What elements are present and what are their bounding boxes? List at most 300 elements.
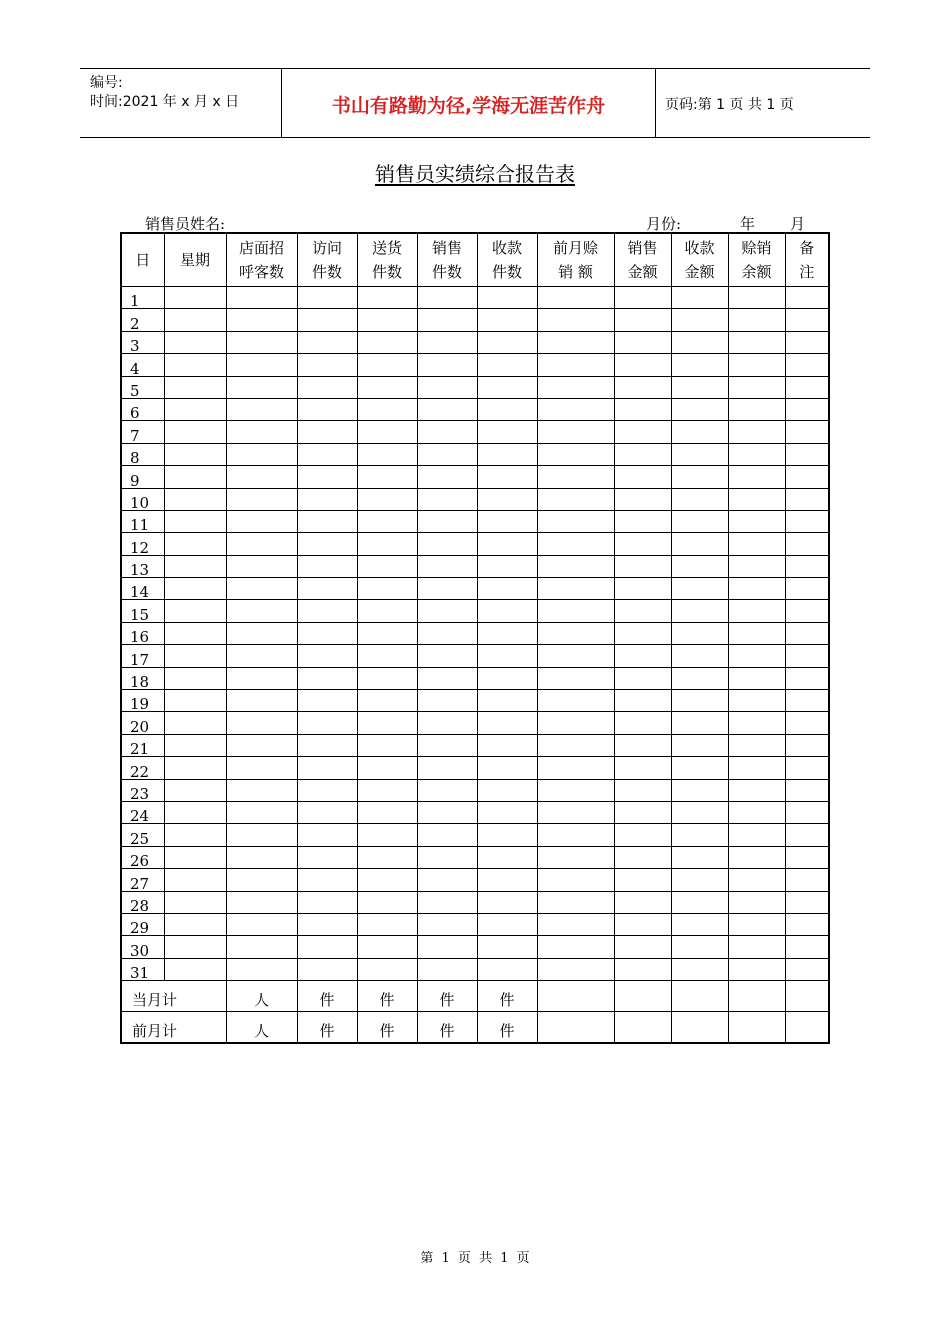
entry-cell[interactable] [671,690,728,712]
entry-cell[interactable] [477,690,537,712]
entry-cell[interactable] [297,533,357,555]
entry-cell[interactable] [785,331,829,353]
entry-cell[interactable] [671,846,728,868]
entry-cell[interactable] [417,354,477,376]
entry-cell[interactable] [614,287,671,309]
entry-cell[interactable] [537,488,614,510]
entry-cell[interactable] [297,443,357,465]
entry-cell[interactable] [226,667,297,689]
entry-cell[interactable] [357,913,417,935]
entry-cell[interactable] [417,667,477,689]
entry-cell[interactable] [785,958,829,980]
entry-cell[interactable] [297,331,357,353]
entry-cell[interactable] [164,510,226,532]
entry-cell[interactable] [164,801,226,823]
entry-cell[interactable] [164,354,226,376]
entry-cell[interactable] [477,734,537,756]
entry-cell[interactable] [785,578,829,600]
entry-cell[interactable] [728,981,785,1012]
entry-cell[interactable] [357,779,417,801]
entry-cell[interactable] [357,510,417,532]
entry-cell[interactable] [357,690,417,712]
entry-cell[interactable] [614,891,671,913]
entry-cell[interactable] [477,667,537,689]
entry-cell[interactable] [477,376,537,398]
entry-cell[interactable] [164,757,226,779]
entry-cell[interactable] [477,757,537,779]
entry-cell[interactable] [226,398,297,420]
entry-cell[interactable] [671,801,728,823]
entry-cell[interactable] [164,734,226,756]
entry-cell[interactable] [226,533,297,555]
entry-cell[interactable] [164,533,226,555]
entry-cell[interactable] [477,846,537,868]
entry-cell[interactable] [671,667,728,689]
entry-cell[interactable] [297,757,357,779]
entry-cell[interactable] [785,600,829,622]
entry-cell[interactable] [226,757,297,779]
entry-cell[interactable] [671,309,728,331]
entry-cell[interactable] [477,488,537,510]
summary-unit-cell[interactable]: 件 [297,1012,357,1044]
entry-cell[interactable] [417,869,477,891]
entry-cell[interactable] [357,645,417,667]
entry-cell[interactable] [614,779,671,801]
entry-cell[interactable] [671,443,728,465]
entry-cell[interactable] [357,824,417,846]
summary-unit-cell[interactable]: 件 [477,1012,537,1044]
entry-cell[interactable] [297,622,357,644]
entry-cell[interactable] [164,645,226,667]
entry-cell[interactable] [297,645,357,667]
entry-cell[interactable] [785,354,829,376]
entry-cell[interactable] [785,690,829,712]
summary-unit-cell[interactable]: 件 [357,981,417,1012]
entry-cell[interactable] [614,981,671,1012]
entry-cell[interactable] [537,443,614,465]
entry-cell[interactable] [417,645,477,667]
entry-cell[interactable] [477,287,537,309]
entry-cell[interactable] [728,846,785,868]
entry-cell[interactable] [537,398,614,420]
entry-cell[interactable] [614,913,671,935]
entry-cell[interactable] [297,846,357,868]
entry-cell[interactable] [297,287,357,309]
entry-cell[interactable] [417,958,477,980]
entry-cell[interactable] [537,891,614,913]
entry-cell[interactable] [297,376,357,398]
entry-cell[interactable] [728,622,785,644]
entry-cell[interactable] [728,287,785,309]
entry-cell[interactable] [297,309,357,331]
entry-cell[interactable] [785,443,829,465]
entry-cell[interactable] [226,578,297,600]
entry-cell[interactable] [537,690,614,712]
entry-cell[interactable] [226,421,297,443]
entry-cell[interactable] [785,779,829,801]
entry-cell[interactable] [614,846,671,868]
entry-cell[interactable] [728,600,785,622]
entry-cell[interactable] [226,331,297,353]
entry-cell[interactable] [477,555,537,577]
entry-cell[interactable] [417,287,477,309]
entry-cell[interactable] [728,779,785,801]
entry-cell[interactable] [671,958,728,980]
entry-cell[interactable] [226,466,297,488]
entry-cell[interactable] [417,600,477,622]
entry-cell[interactable] [297,801,357,823]
entry-cell[interactable] [297,421,357,443]
entry-cell[interactable] [357,891,417,913]
entry-cell[interactable] [164,488,226,510]
entry-cell[interactable] [417,466,477,488]
entry-cell[interactable] [537,958,614,980]
entry-cell[interactable] [164,376,226,398]
entry-cell[interactable] [417,734,477,756]
entry-cell[interactable] [164,555,226,577]
entry-cell[interactable] [357,488,417,510]
entry-cell[interactable] [614,600,671,622]
entry-cell[interactable] [537,734,614,756]
entry-cell[interactable] [614,331,671,353]
entry-cell[interactable] [357,555,417,577]
entry-cell[interactable] [164,936,226,958]
entry-cell[interactable] [477,913,537,935]
entry-cell[interactable] [728,578,785,600]
entry-cell[interactable] [671,331,728,353]
entry-cell[interactable] [785,1012,829,1044]
entry-cell[interactable] [226,555,297,577]
entry-cell[interactable] [297,398,357,420]
entry-cell[interactable] [297,913,357,935]
entry-cell[interactable] [537,287,614,309]
entry-cell[interactable] [477,622,537,644]
entry-cell[interactable] [477,466,537,488]
entry-cell[interactable] [614,555,671,577]
entry-cell[interactable] [614,622,671,644]
entry-cell[interactable] [226,645,297,667]
entry-cell[interactable] [614,757,671,779]
entry-cell[interactable] [164,578,226,600]
entry-cell[interactable] [164,331,226,353]
entry-cell[interactable] [164,779,226,801]
summary-unit-cell[interactable]: 件 [297,981,357,1012]
entry-cell[interactable] [671,622,728,644]
entry-cell[interactable] [537,376,614,398]
entry-cell[interactable] [164,690,226,712]
entry-cell[interactable] [671,936,728,958]
entry-cell[interactable] [728,712,785,734]
entry-cell[interactable] [728,801,785,823]
entry-cell[interactable] [671,533,728,555]
entry-cell[interactable] [785,712,829,734]
entry-cell[interactable] [537,622,614,644]
entry-cell[interactable] [728,376,785,398]
entry-cell[interactable] [785,869,829,891]
entry-cell[interactable] [537,824,614,846]
entry-cell[interactable] [728,510,785,532]
entry-cell[interactable] [477,958,537,980]
entry-cell[interactable] [785,667,829,689]
entry-cell[interactable] [477,510,537,532]
summary-unit-cell[interactable]: 件 [417,981,477,1012]
entry-cell[interactable] [537,1012,614,1044]
entry-cell[interactable] [226,913,297,935]
entry-cell[interactable] [226,376,297,398]
entry-cell[interactable] [537,309,614,331]
entry-cell[interactable] [477,421,537,443]
entry-cell[interactable] [164,287,226,309]
entry-cell[interactable] [785,891,829,913]
entry-cell[interactable] [785,398,829,420]
entry-cell[interactable] [728,913,785,935]
entry-cell[interactable] [357,466,417,488]
entry-cell[interactable] [785,287,829,309]
entry-cell[interactable] [357,309,417,331]
entry-cell[interactable] [226,622,297,644]
entry-cell[interactable] [417,510,477,532]
entry-cell[interactable] [357,376,417,398]
entry-cell[interactable] [164,712,226,734]
entry-cell[interactable] [537,846,614,868]
entry-cell[interactable] [671,757,728,779]
entry-cell[interactable] [614,824,671,846]
entry-cell[interactable] [671,981,728,1012]
entry-cell[interactable] [357,846,417,868]
entry-cell[interactable] [671,734,728,756]
entry-cell[interactable] [357,958,417,980]
entry-cell[interactable] [728,734,785,756]
entry-cell[interactable] [614,667,671,689]
summary-unit-cell[interactable]: 件 [417,1012,477,1044]
entry-cell[interactable] [417,801,477,823]
entry-cell[interactable] [537,869,614,891]
entry-cell[interactable] [417,488,477,510]
entry-cell[interactable] [614,466,671,488]
entry-cell[interactable] [164,958,226,980]
entry-cell[interactable] [614,801,671,823]
entry-cell[interactable] [614,510,671,532]
entry-cell[interactable] [417,555,477,577]
entry-cell[interactable] [357,398,417,420]
entry-cell[interactable] [297,891,357,913]
entry-cell[interactable] [537,779,614,801]
entry-cell[interactable] [671,824,728,846]
entry-cell[interactable] [614,869,671,891]
entry-cell[interactable] [785,757,829,779]
entry-cell[interactable] [417,533,477,555]
entry-cell[interactable] [417,622,477,644]
entry-cell[interactable] [477,801,537,823]
entry-cell[interactable] [671,555,728,577]
entry-cell[interactable] [785,376,829,398]
entry-cell[interactable] [728,488,785,510]
entry-cell[interactable] [417,690,477,712]
entry-cell[interactable] [537,331,614,353]
entry-cell[interactable] [537,981,614,1012]
entry-cell[interactable] [226,354,297,376]
summary-unit-cell[interactable]: 人 [226,981,297,1012]
entry-cell[interactable] [226,488,297,510]
entry-cell[interactable] [477,309,537,331]
entry-cell[interactable] [357,936,417,958]
entry-cell[interactable] [728,824,785,846]
entry-cell[interactable] [417,376,477,398]
entry-cell[interactable] [728,869,785,891]
entry-cell[interactable] [297,824,357,846]
entry-cell[interactable] [537,354,614,376]
entry-cell[interactable] [671,779,728,801]
entry-cell[interactable] [477,712,537,734]
entry-cell[interactable] [357,533,417,555]
entry-cell[interactable] [728,354,785,376]
entry-cell[interactable] [614,645,671,667]
entry-cell[interactable] [728,421,785,443]
entry-cell[interactable] [477,443,537,465]
entry-cell[interactable] [537,555,614,577]
entry-cell[interactable] [671,287,728,309]
entry-cell[interactable] [357,734,417,756]
entry-cell[interactable] [614,421,671,443]
entry-cell[interactable] [728,667,785,689]
entry-cell[interactable] [537,533,614,555]
entry-cell[interactable] [477,779,537,801]
entry-cell[interactable] [671,578,728,600]
entry-cell[interactable] [477,645,537,667]
entry-cell[interactable] [728,533,785,555]
entry-cell[interactable] [297,600,357,622]
entry-cell[interactable] [297,667,357,689]
entry-cell[interactable] [226,600,297,622]
entry-cell[interactable] [226,712,297,734]
entry-cell[interactable] [226,869,297,891]
entry-cell[interactable] [164,891,226,913]
entry-cell[interactable] [785,533,829,555]
entry-cell[interactable] [164,398,226,420]
entry-cell[interactable] [297,555,357,577]
entry-cell[interactable] [357,600,417,622]
entry-cell[interactable] [728,398,785,420]
entry-cell[interactable] [164,913,226,935]
entry-cell[interactable] [417,712,477,734]
entry-cell[interactable] [614,398,671,420]
entry-cell[interactable] [614,734,671,756]
entry-cell[interactable] [226,734,297,756]
entry-cell[interactable] [357,354,417,376]
entry-cell[interactable] [728,1012,785,1044]
entry-cell[interactable] [728,331,785,353]
entry-cell[interactable] [785,936,829,958]
entry-cell[interactable] [417,443,477,465]
entry-cell[interactable] [671,1012,728,1044]
entry-cell[interactable] [417,398,477,420]
entry-cell[interactable] [785,421,829,443]
entry-cell[interactable] [417,757,477,779]
entry-cell[interactable] [357,578,417,600]
entry-cell[interactable] [671,510,728,532]
entry-cell[interactable] [785,801,829,823]
entry-cell[interactable] [226,958,297,980]
entry-cell[interactable] [537,600,614,622]
entry-cell[interactable] [297,690,357,712]
entry-cell[interactable] [785,645,829,667]
summary-unit-cell[interactable]: 人 [226,1012,297,1044]
entry-cell[interactable] [785,510,829,532]
entry-cell[interactable] [297,510,357,532]
entry-cell[interactable] [226,801,297,823]
entry-cell[interactable] [671,376,728,398]
entry-cell[interactable] [417,331,477,353]
entry-cell[interactable] [417,578,477,600]
entry-cell[interactable] [537,421,614,443]
entry-cell[interactable] [728,443,785,465]
entry-cell[interactable] [164,309,226,331]
entry-cell[interactable] [226,824,297,846]
entry-cell[interactable] [785,913,829,935]
entry-cell[interactable] [671,913,728,935]
entry-cell[interactable] [417,891,477,913]
entry-cell[interactable] [728,555,785,577]
entry-cell[interactable] [357,667,417,689]
entry-cell[interactable] [785,488,829,510]
entry-cell[interactable] [537,936,614,958]
entry-cell[interactable] [477,824,537,846]
entry-cell[interactable] [728,757,785,779]
entry-cell[interactable] [671,488,728,510]
entry-cell[interactable] [671,398,728,420]
entry-cell[interactable] [477,578,537,600]
entry-cell[interactable] [226,690,297,712]
entry-cell[interactable] [297,354,357,376]
entry-cell[interactable] [357,443,417,465]
entry-cell[interactable] [297,488,357,510]
entry-cell[interactable] [537,578,614,600]
entry-cell[interactable] [164,667,226,689]
entry-cell[interactable] [417,846,477,868]
entry-cell[interactable] [164,824,226,846]
entry-cell[interactable] [226,443,297,465]
entry-cell[interactable] [671,466,728,488]
entry-cell[interactable] [614,958,671,980]
entry-cell[interactable] [226,891,297,913]
entry-cell[interactable] [614,712,671,734]
summary-unit-cell[interactable]: 件 [477,981,537,1012]
entry-cell[interactable] [785,734,829,756]
entry-cell[interactable] [297,712,357,734]
entry-cell[interactable] [357,712,417,734]
entry-cell[interactable] [417,936,477,958]
entry-cell[interactable] [728,690,785,712]
entry-cell[interactable] [226,936,297,958]
entry-cell[interactable] [357,869,417,891]
entry-cell[interactable] [671,891,728,913]
entry-cell[interactable] [477,891,537,913]
entry-cell[interactable] [357,757,417,779]
entry-cell[interactable] [614,488,671,510]
entry-cell[interactable] [357,622,417,644]
entry-cell[interactable] [671,354,728,376]
entry-cell[interactable] [297,936,357,958]
entry-cell[interactable] [477,936,537,958]
entry-cell[interactable] [537,913,614,935]
entry-cell[interactable] [785,846,829,868]
entry-cell[interactable] [164,421,226,443]
entry-cell[interactable] [164,466,226,488]
entry-cell[interactable] [671,869,728,891]
entry-cell[interactable] [537,667,614,689]
entry-cell[interactable] [614,936,671,958]
summary-unit-cell[interactable]: 件 [357,1012,417,1044]
